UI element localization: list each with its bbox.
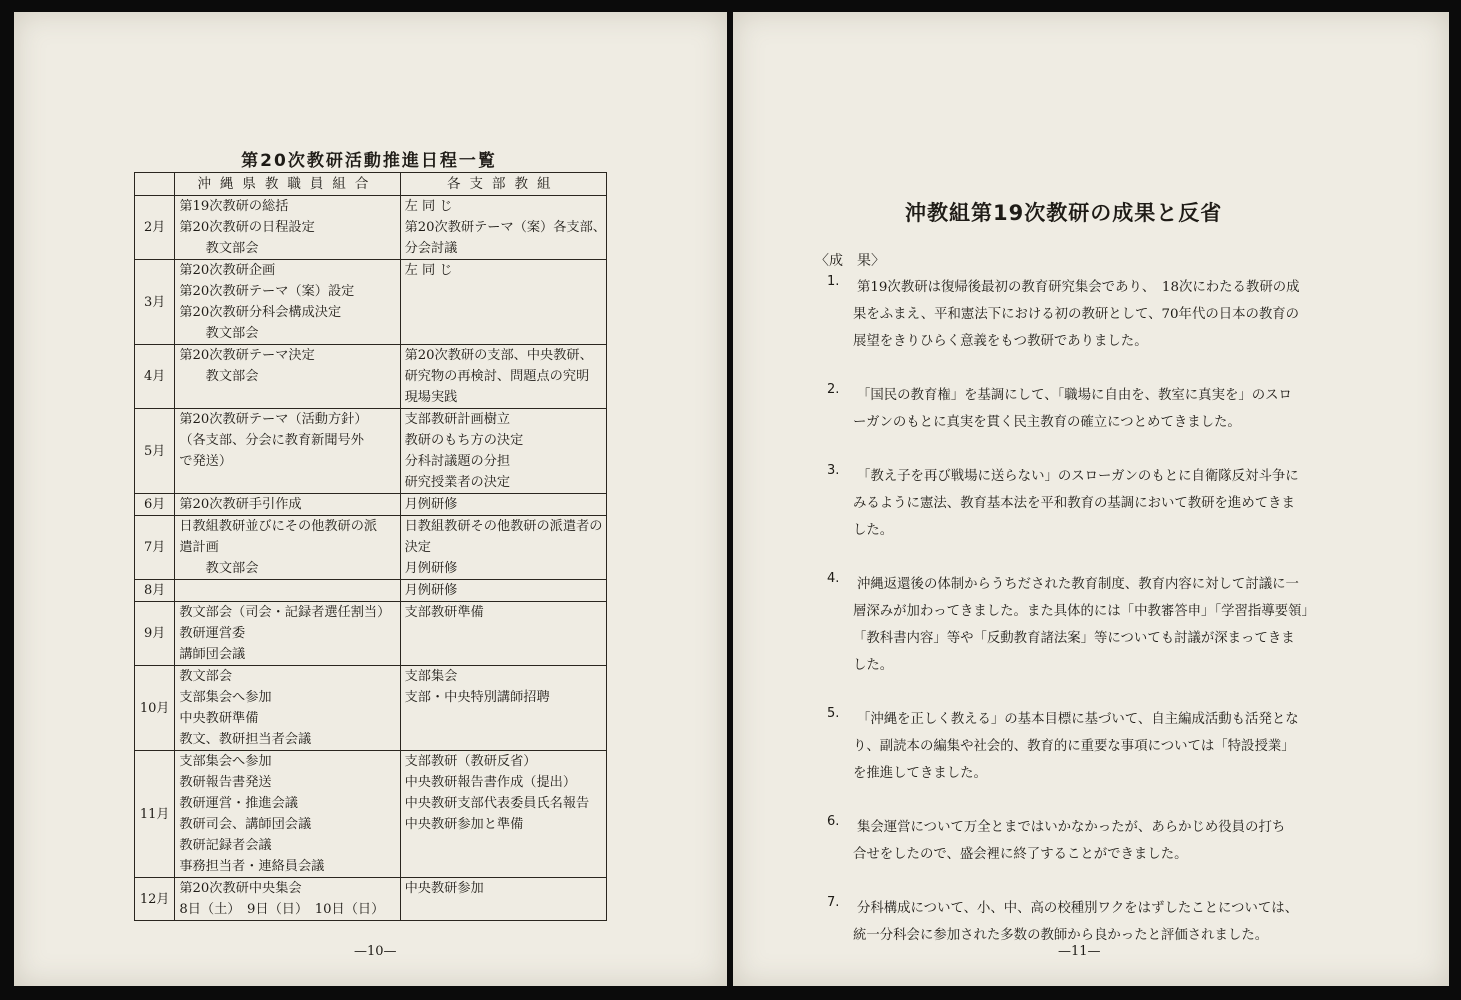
branch-line: 中央教研支部代表委員氏名報告: [404, 796, 590, 811]
item-line: 果をふまえ、平和憲法下における初の教研として、70年代の日本の教育の: [853, 307, 1300, 322]
union-line: 教研運営委: [179, 626, 246, 641]
branch-line: 支部教研（教研反省）: [404, 754, 537, 769]
branch-line: 月例研修: [404, 583, 458, 598]
branch-cell: [400, 345, 606, 409]
branch-line: 左 同 じ: [404, 199, 453, 214]
month-cell: 12月: [135, 878, 175, 921]
branch-line: 教研のもち方の決定: [404, 433, 524, 448]
branch-line: 支部・中央特別講師招聘: [404, 690, 550, 705]
item-number: 7.: [827, 895, 840, 910]
union-line: 教文部会: [179, 241, 259, 256]
result-item: [815, 706, 1299, 787]
month-cell: 5月: [135, 409, 175, 494]
union-cell: [175, 196, 400, 260]
union-line: 教文部会（司会・記録者選任割当）: [179, 605, 391, 620]
item-line: した。: [853, 523, 894, 538]
union-cell: [175, 580, 400, 602]
item-number: 1.: [827, 274, 840, 289]
branch-cell: [400, 494, 606, 516]
union-line: 教文部会: [179, 326, 259, 341]
branch-column-header: 各支部教組: [400, 173, 606, 196]
month-cell: 8月: [135, 580, 175, 602]
table-header-row: [135, 173, 607, 196]
item-line: 第19次教研は復帰後最初の教育研究集会であり、 18次にわたる教研の成: [857, 280, 1300, 295]
page-number: —10—: [354, 944, 397, 959]
result-item: [815, 382, 1292, 436]
union-line: 第20次教研テーマ決定: [179, 348, 315, 363]
branch-line: 中央教研参加: [404, 881, 484, 896]
union-cell: [175, 345, 400, 409]
item-line: り、副読本の編集や社会的、教育的に重要な事項については「特設授業」: [853, 739, 1295, 754]
union-line: 教研記録者会議: [179, 838, 272, 853]
union-line: 8日（土） 9日（日） 10日（日）: [179, 902, 385, 917]
item-line: を推進してきました。: [853, 766, 987, 781]
union-line: 日教組教研並びにその他教研の派: [179, 519, 378, 534]
branch-cell: [400, 196, 606, 260]
union-cell: [175, 878, 400, 921]
union-line: 教文部会: [179, 669, 233, 684]
result-item: [815, 463, 1299, 544]
union-line: 第19次教研の総括: [179, 199, 289, 214]
month-cell: 11月: [135, 751, 175, 878]
table-row: [135, 516, 607, 580]
branch-line: 日教組教研その他教研の派遣者の: [404, 519, 603, 534]
item-number: 5.: [827, 706, 840, 721]
branch-line: 研究授業者の決定: [404, 475, 511, 490]
page-number: —11—: [1058, 944, 1101, 959]
union-line: 教文部会: [179, 369, 259, 384]
result-item: [815, 814, 1285, 868]
branch-cell: [400, 602, 606, 666]
branch-line: 分科討議題の分担: [404, 454, 511, 469]
item-number: 6.: [827, 814, 840, 829]
month-cell: 9月: [135, 602, 175, 666]
branch-cell: [400, 580, 606, 602]
branch-cell: [400, 878, 606, 921]
item-line: 「国民の教育権」を基調にして、「職場に自由を、教室に真実を」のスロ: [857, 388, 1292, 403]
union-line: 支部集会へ参加: [179, 690, 272, 705]
union-line: 第20次教研中央集会: [179, 881, 302, 896]
item-line: した。: [853, 658, 894, 673]
month-cell: 4月: [135, 345, 175, 409]
item-number: 4.: [827, 571, 840, 586]
table-row: [135, 878, 607, 921]
table-row: [135, 409, 607, 494]
table-row: [135, 751, 607, 878]
branch-line: 支部教研準備: [404, 605, 484, 620]
union-line: 第20次教研企画: [179, 263, 276, 278]
union-line: 第20次教研の日程設定: [179, 220, 315, 235]
item-number: 3.: [827, 463, 840, 478]
union-line: 事務担当者・連絡員会議: [179, 859, 325, 874]
item-line: みるように憲法、教育基本法を平和教育の基調において教研を進めてきま: [853, 496, 1295, 511]
branch-line: 分会討議: [404, 241, 458, 256]
union-cell: [175, 409, 400, 494]
branch-line: 月例研修: [404, 497, 458, 512]
union-line: 教研司会、講師団会議: [179, 817, 312, 832]
branch-line: 左 同 じ: [404, 263, 453, 278]
branch-line: 第20次教研の支部、中央教研、: [404, 348, 593, 363]
schedule-title: 第20次教研活動推進日程一覧: [241, 151, 497, 171]
branch-line: 中央教研参加と準備: [404, 817, 524, 832]
branch-cell: [400, 516, 606, 580]
union-cell: [175, 602, 400, 666]
item-line: 合せをしたので、盛会裡に終了することができました。: [853, 847, 1188, 862]
branch-cell: [400, 666, 606, 751]
union-cell: [175, 494, 400, 516]
item-line: 展望をきりひらく意義をもつ教研でありました。: [853, 334, 1148, 349]
month-cell: 10月: [135, 666, 175, 751]
union-line: 支部集会へ参加: [179, 754, 272, 769]
branch-cell: [400, 409, 606, 494]
item-line: 層深みが加わってきました。また具体的には「中教審答申」「学習指導要領」: [853, 604, 1315, 619]
union-line: 教研運営・推進会議: [179, 796, 298, 811]
union-line: 第20次教研手引作成: [179, 497, 302, 512]
item-line: ーガンのもとに真実を貫く民主教育の確立につとめてきました。: [853, 415, 1241, 430]
union-line: （各支部、分会に教育新聞号外: [179, 433, 364, 448]
union-cell: [175, 516, 400, 580]
union-line: 教研報告書発送: [179, 775, 272, 790]
section-label: 〈成 果〉: [815, 253, 885, 269]
union-cell: [175, 751, 400, 878]
table-row: [135, 580, 607, 602]
union-line: 教文部会: [179, 561, 259, 576]
branch-line: 中央教研報告書作成（提出）: [404, 775, 577, 790]
union-line: 遣計画: [179, 540, 219, 555]
union-line: 中央教研準備: [179, 711, 259, 726]
union-line: 講師団会議: [179, 647, 246, 662]
branch-line: 決定: [404, 540, 431, 555]
branch-line: 研究物の再検討、問題点の究明: [404, 369, 590, 384]
branch-line: 月例研修: [404, 561, 458, 576]
union-line: 第20次教研テーマ（活動方針）: [179, 412, 368, 427]
result-item: [815, 895, 1298, 949]
table-row: [135, 260, 607, 345]
branch-line: 現場実践: [404, 390, 458, 405]
item-line: 統一分科会に参加された多数の教師から良かったと評価されました。: [853, 928, 1269, 943]
union-cell: [175, 666, 400, 751]
union-column-header: 沖縄県教職員組合: [175, 173, 400, 196]
union-line: 第20次教研分科会構成決定: [179, 305, 342, 320]
result-item: [815, 571, 1315, 679]
union-cell: [175, 260, 400, 345]
branch-line: 支部教研計画樹立: [404, 412, 511, 427]
union-line: 第20次教研テーマ（案）設定: [179, 284, 355, 299]
right-page: [733, 12, 1449, 986]
branch-line: 支部集会: [404, 669, 458, 684]
item-line: 集会運営について万全とまではいかなかったが、あらかじめ役員の打ち: [857, 820, 1286, 835]
item-number: 2.: [827, 382, 840, 397]
month-cell: 2月: [135, 196, 175, 260]
branch-cell: [400, 751, 606, 878]
union-line: で発送）: [179, 454, 233, 469]
table-row: [135, 345, 607, 409]
union-line: 教文、教研担当者会議: [179, 732, 312, 747]
union-line: [179, 580, 399, 601]
result-item: [815, 274, 1300, 355]
month-cell: 3月: [135, 260, 175, 345]
schedule-table: [134, 172, 607, 921]
item-line: 「沖縄を正しく教える」の基本目標に基づいて、自主編成活動も活発とな: [857, 712, 1299, 727]
branch-cell: [400, 260, 606, 345]
table-row: [135, 666, 607, 751]
report-title: 沖教組第19次教研の成果と反省: [905, 201, 1223, 225]
table-row: [135, 196, 607, 260]
item-line: 分科構成について、小、中、高の校種別ワクをはずしたことについては、: [857, 901, 1299, 916]
left-page: [14, 12, 727, 986]
branch-line: 第20次教研テーマ（案）各支部、: [404, 220, 606, 235]
table-row: [135, 602, 607, 666]
month-cell: 6月: [135, 494, 175, 516]
item-line: 沖縄返還後の体制からうちだされた教育制度、教育内容に対して討議に一: [857, 577, 1299, 592]
table-row: [135, 494, 607, 516]
month-column-header: [135, 173, 175, 196]
month-cell: 7月: [135, 516, 175, 580]
item-line: 「教え子を再び戦場に送らない」のスローガンのもとに自衛隊反対斗争に: [857, 469, 1299, 484]
item-line: 「教科書内容」等や「反動教育諸法案」等についても討議が深まってきま: [853, 631, 1295, 646]
